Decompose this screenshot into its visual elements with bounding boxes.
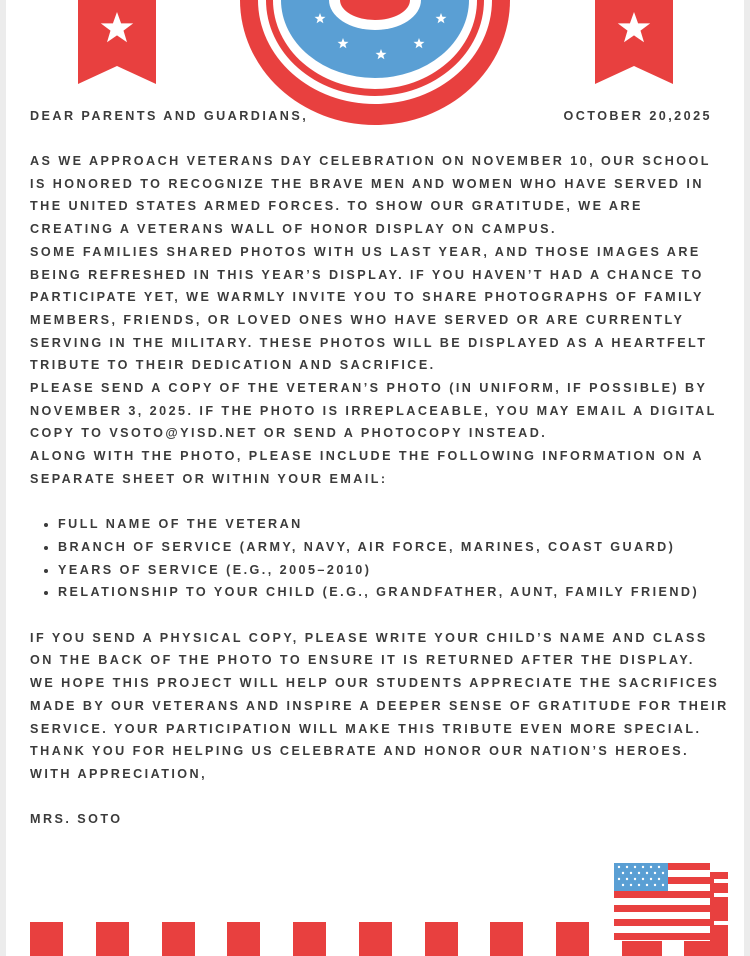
star-dot	[646, 884, 648, 886]
flag-pole-block	[710, 872, 728, 956]
star-dot	[638, 884, 640, 886]
list-item: • FULL NAME OF THE VETERAN	[58, 513, 730, 536]
star-dot	[622, 884, 624, 886]
paragraph-intro: AS WE APPROACH VETERANS DAY CELEBRATION ON NOVEMBER 10, OUR SCHOOL IS HONORED TO RECOGNIZE THE BRAVE MEN AND WOMEN WHO HAVE SERVED IN THE UNITED STATES ARMED FORCES. TO SHOW OUR GRATITUDE, WE ARE CREATING A VETERANS WALL OF HONOR DISPLAY ON CAMPUS.	[30, 154, 711, 237]
flag-stripe	[614, 891, 710, 898]
star-dot	[646, 872, 648, 874]
letter-date: OCTOBER 20,2025	[563, 109, 712, 123]
stripe	[162, 922, 195, 956]
letter-header	[30, 105, 730, 128]
stripe	[359, 922, 392, 956]
letter-body	[30, 105, 730, 831]
letter-page	[6, 0, 744, 956]
star-dot	[650, 878, 652, 880]
paragraph-deadline: PLEASE SEND A COPY OF THE VETERAN’S PHOTO (IN UNIFORM, IF POSSIBLE) BY NOVEMBER 3, 2025. IF THE PHOTO IS IRREPLACEABLE, YOU MAY EMAIL A DIGITAL COPY TO VSOTO@YISD.NET OR SEND A PHOTOCOPY INSTEAD.	[30, 381, 717, 441]
star-dot	[634, 878, 636, 880]
star-dot	[658, 866, 660, 868]
stripe	[227, 922, 260, 956]
star-dot	[658, 878, 660, 880]
spacer	[30, 491, 730, 514]
red-white-stripes	[30, 922, 630, 956]
flag-lower-block	[622, 941, 662, 956]
flag-gap	[714, 879, 728, 883]
star-dot	[642, 866, 644, 868]
paragraph-thanks: THANK YOU FOR HELPING US CELEBRATE AND HONOR OUR NATION’S HEROES.	[30, 744, 690, 759]
paragraph-physical-copy: IF YOU SEND A PHYSICAL COPY, PLEASE WRITE YOUR CHILD’S NAME AND CLASS ON THE BACK OF THE PHOTO TO ENSURE IT IS RETURNED AFTER THE DISPLAY.	[30, 630, 708, 668]
info-list	[30, 513, 730, 604]
flag-gap	[714, 893, 728, 897]
spacer	[30, 786, 730, 809]
stripe	[96, 922, 129, 956]
flag-gap	[714, 921, 728, 925]
spacer	[30, 604, 730, 627]
star-dot	[626, 878, 628, 880]
star-dot	[662, 884, 664, 886]
signature: MRS. SOTO	[30, 812, 123, 827]
stripe	[490, 922, 523, 956]
american-flag	[614, 863, 730, 956]
closing: WITH APPRECIATION,	[30, 766, 208, 781]
star-dot	[634, 866, 636, 868]
star-ribbon-right	[595, 0, 673, 84]
flag-lower-block	[684, 941, 710, 956]
star-dot	[654, 884, 656, 886]
paragraph-info-request: ALONG WITH THE PHOTO, PLEASE INCLUDE THE FOLLOWING INFORMATION ON A SEPARATE SHEET OR WITHIN YOUR EMAIL:	[30, 449, 704, 486]
salutation: DEAR PARENTS AND GUARDIANS,	[30, 109, 309, 123]
paragraph-hope: WE HOPE THIS PROJECT WILL HELP OUR STUDENTS APPRECIATE THE SACRIFICES MADE BY OUR VETERANS AND INSPIRE A DEEPER SENSE OF GRATITUDE FOR THEIR SERVICE. YOUR PARTICIPATION WILL MAKE THIS TRIBUTE EVEN MORE SPECIAL.	[30, 676, 729, 736]
star-dot	[642, 878, 644, 880]
star-ribbon-left	[78, 0, 156, 84]
star-dot	[618, 878, 620, 880]
stripe	[556, 922, 589, 956]
star-dot	[630, 884, 632, 886]
paragraph-invitation: SOME FAMILIES SHARED PHOTOS WITH US LAST YEAR, AND THOSE IMAGES ARE BEING REFRESHED IN THIS YEAR’S DISPLAY. IF YOU HAVEN’T HAD A CHANCE TO PARTICIPATE YET, WE WARMLY INVITE YOU TO SHARE PHOTOGRAPHS OF FAMILY MEMBERS, FRIENDS, OR LOVED ONES WHO HAVE SERVED OR ARE CURRENTLY SERVING IN THE MILITARY. THESE PHOTOS WILL BE DISPLAYED AS A HEARTFELT TRIBUTE TO THEIR DEDICATION AND SACRIFICE.	[30, 244, 708, 373]
star-dot	[662, 872, 664, 874]
list-item: • RELATIONSHIP TO YOUR CHILD (E.G., GRANDFATHER, AUNT, FAMILY FRIEND)	[58, 581, 730, 604]
stripe	[293, 922, 326, 956]
star-dot	[622, 872, 624, 874]
star-dot	[650, 866, 652, 868]
list-item: • BRANCH OF SERVICE (ARMY, NAVY, AIR FORCE, MARINES, COAST GUARD)	[58, 536, 730, 559]
stripe	[425, 922, 458, 956]
star-dot	[638, 872, 640, 874]
star-dot	[618, 866, 620, 868]
list-item: • YEARS OF SERVICE (E.G., 2005–2010)	[58, 559, 730, 582]
star-dot	[626, 866, 628, 868]
star-dot	[654, 872, 656, 874]
star-dot	[630, 872, 632, 874]
stripe	[30, 922, 63, 956]
